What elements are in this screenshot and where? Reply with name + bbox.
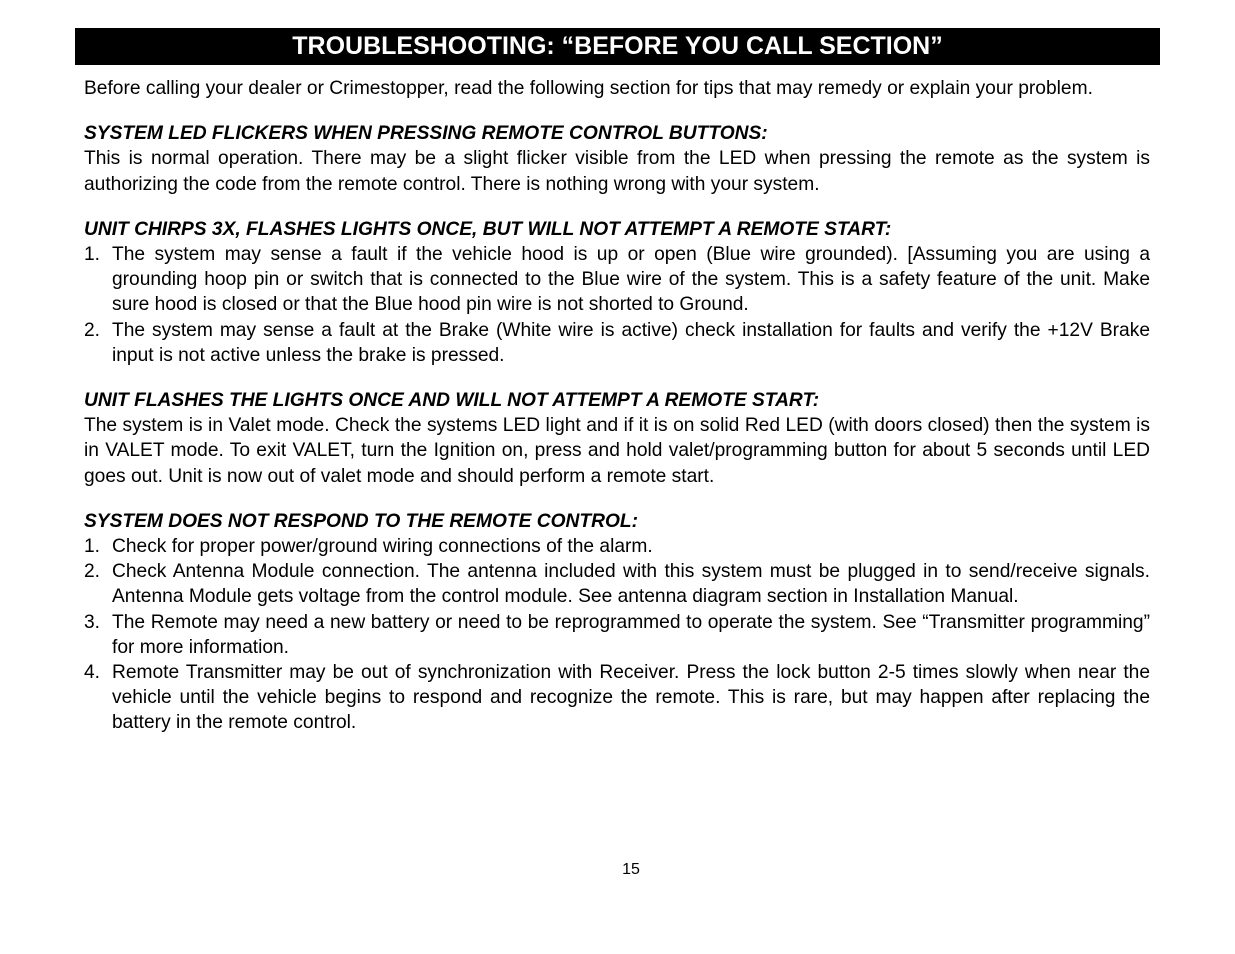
section-heading: UNIT FLASHES THE LIGHTS ONCE AND WILL NOT ATTEMPT A REMOTE START: bbox=[84, 390, 820, 412]
list-item-text: Check Antenna Module connection. The antenna included with this system must be plugged in to send/receive signals. Antenna Module gets voltage from the control module. See antenna diagram section in Installation Manual. bbox=[112, 561, 1150, 608]
section-flashes-once bbox=[84, 388, 1150, 489]
section-heading: SYSTEM LED FLICKERS WHEN PRESSING REMOTE CONTROL BUTTONS: bbox=[84, 123, 768, 145]
list-number: 1. bbox=[84, 244, 101, 266]
list-number: 2. bbox=[84, 319, 101, 341]
list-number: 2. bbox=[84, 561, 101, 583]
numbered-list bbox=[84, 534, 1150, 736]
list-number: 1. bbox=[84, 536, 101, 558]
list-item bbox=[84, 318, 1150, 368]
list-item-text: The Remote may need a new battery or need to be reprogrammed to operate the system. See “Transmitter programming” for more information. bbox=[112, 611, 1150, 658]
section-led-flickers bbox=[84, 121, 1150, 197]
intro-paragraph: Before calling your dealer or Crimestopper, read the following section for tips that may remedy or explain your problem. bbox=[84, 78, 1093, 99]
section-body: The system is in Valet mode. Check the systems LED light and if it is on solid Red LED (with doors closed) then the system is in VALET mode. To exit VALET, turn the Ignition on, press and hold valet/programming button for about 5 seconds until LED goes out. Unit is now out of valet mode and should perform a remote start. bbox=[84, 415, 1150, 487]
list-number: 4. bbox=[84, 662, 101, 684]
list-item bbox=[84, 534, 1150, 559]
page-number: 15 bbox=[622, 861, 640, 878]
document-body bbox=[84, 76, 1150, 736]
section-heading: SYSTEM DOES NOT RESPOND TO THE REMOTE CONTROL: bbox=[84, 510, 638, 532]
list-number: 3. bbox=[84, 611, 101, 633]
section-no-response bbox=[84, 509, 1150, 736]
list-item bbox=[84, 242, 1150, 318]
page-title: TROUBLESHOOTING: “BEFORE YOU CALL SECTION” bbox=[75, 28, 1160, 65]
section-chirps-3x bbox=[84, 217, 1150, 368]
list-item bbox=[84, 610, 1150, 660]
section-heading: UNIT CHIRPS 3X, FLASHES LIGHTS ONCE, BUT WILL NOT ATTEMPT A REMOTE START: bbox=[84, 218, 892, 240]
list-item-text: The system may sense a fault at the Brake (White wire is active) check installation for faults and verify the +12V Brake input is not active unless the brake is pressed. bbox=[112, 319, 1150, 366]
section-body: This is normal operation. There may be a slight flicker visible from the LED when pressing the remote as the system is authorizing the code from the remote control. There is nothing wrong with your system. bbox=[84, 148, 1150, 195]
list-item-text: The system may sense a fault if the vehicle hood is up or open (Blue wire grounded). [Assuming you are using a grounding hoop pin or switch that is connected to the Blue wire of the system. This is a safety feature of the unit. Make sure hood is closed or that the Blue hood pin wire is not shorted to Ground. bbox=[112, 244, 1150, 316]
list-item bbox=[84, 660, 1150, 736]
list-item-text: Remote Transmitter may be out of synchronization with Receiver. Press the lock button 2-5 times slowly when near the vehicle until the vehicle begins to respond and recognize the remote. This is rare, but may happen after replacing the battery in the remote control. bbox=[112, 662, 1150, 734]
list-item-text: Check for proper power/ground wiring connections of the alarm. bbox=[112, 536, 653, 558]
numbered-list bbox=[84, 242, 1150, 368]
list-item bbox=[84, 559, 1150, 609]
